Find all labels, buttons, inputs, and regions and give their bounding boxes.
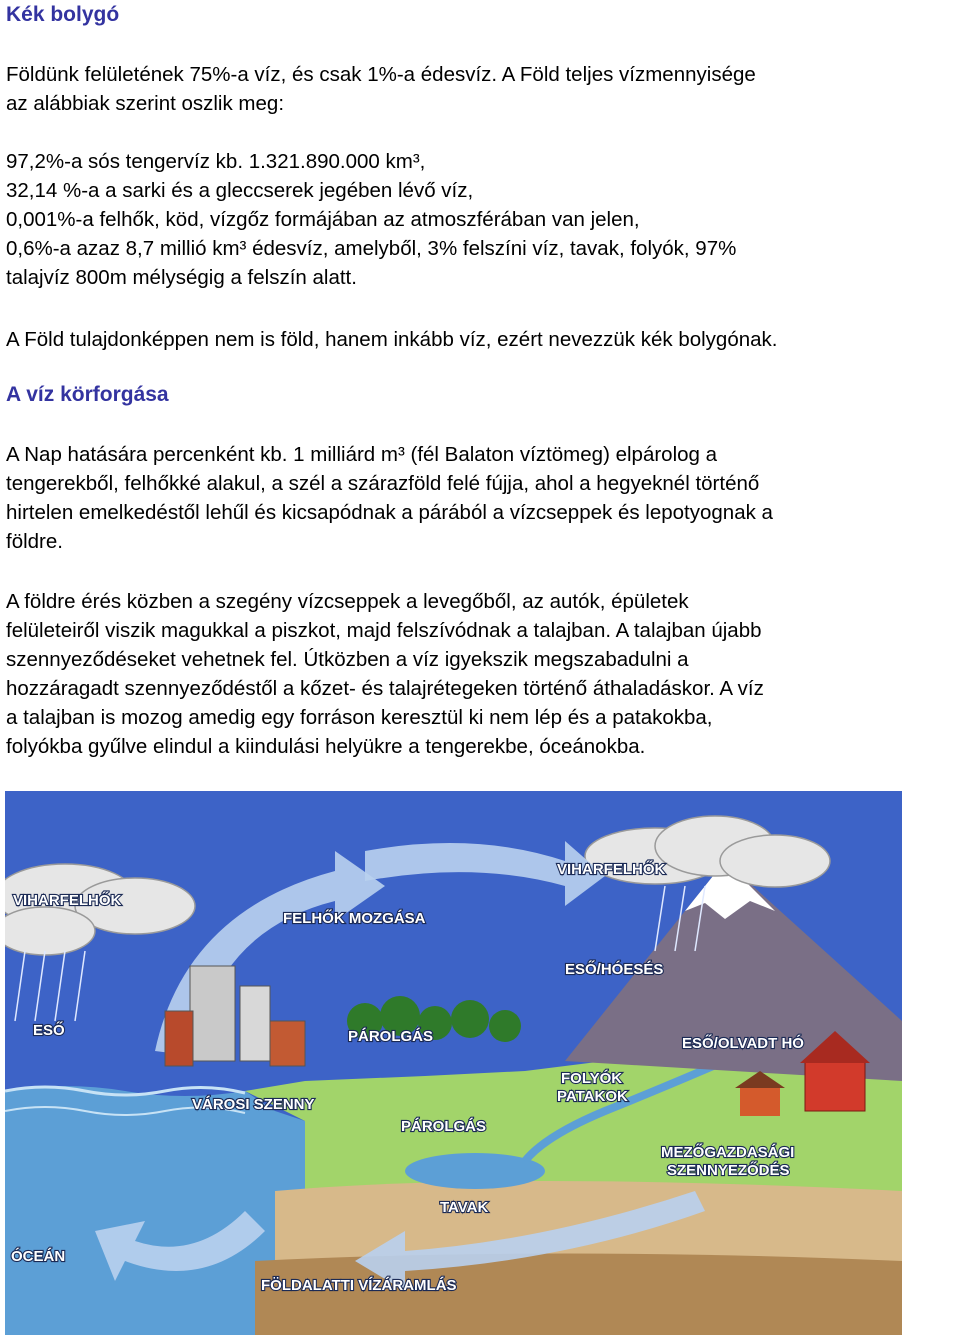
label-melt-snow: ESŐ/OLVADT HÓ	[682, 1035, 804, 1052]
label-lakes: TAVAK	[440, 1199, 489, 1216]
text-line: földre.	[6, 530, 63, 553]
heading-blue-planet: Kék bolygó	[6, 3, 120, 26]
intro-paragraph	[6, 60, 956, 118]
text-line: a talajban is mozog amedig egy forráson keresztül ki nem lép és a patakokba,	[6, 706, 713, 729]
water-cycle-paragraph	[6, 440, 956, 556]
label-agricultural: MEZŐGAZDASÁGI	[661, 1144, 795, 1161]
label-rain-snow: ESŐ/HÓESÉS	[565, 961, 664, 978]
heading-water-cycle: A víz körforgása	[6, 383, 169, 406]
label-evaporation-top: PÁROLGÁS	[348, 1028, 434, 1045]
text-line: felületeiről viszik magukkal a piszkot, majd felszívódnak a talajban. A talajban újabb	[6, 619, 762, 642]
text-line: hozzáragadt szennyeződéstől a kőzet- és talajrétegeken történő áthaladáskor. A víz	[6, 677, 764, 700]
text-line: tengerekből, felhőkké alakul, a szél a szárazföld felé fújja, ahol a hegyeknél történő	[6, 472, 760, 495]
label-storm-clouds-left: VIHARFELHŐK	[13, 892, 122, 909]
text-line: az alábbiak szerint oszlik meg:	[6, 92, 285, 115]
label-urban-pollution: VÁROSI SZENNY	[192, 1096, 315, 1113]
text-line: A Nap hatására percenként kb. 1 milliárd m³ (fél Balaton víztömeg) elpárolog a	[6, 443, 718, 466]
water-distribution-list	[6, 147, 956, 292]
text-line: Földünk felületének 75%-a víz, és csak 1%-a édesvíz. A Föld teljes vízmennyisége	[6, 63, 756, 86]
label-ocean: ÓCEÁN	[11, 1248, 66, 1265]
label-evaporation-mid: PÁROLGÁS	[401, 1118, 487, 1135]
label-groundwater-flow: FÖLDALATTI VÍZÁRAMLÁS	[261, 1277, 457, 1294]
text-line: A Föld tulajdonképpen nem is föld, hanem inkább víz, ezért nevezzük kék bolygónak.	[6, 328, 778, 351]
label-rain: ESŐ	[33, 1022, 65, 1039]
water-cycle-diagram	[5, 791, 902, 1335]
distribution-item: talajvíz 800m mélységig a felszín alatt.	[6, 266, 357, 289]
text-line: folyókba gyűlve elindul a kiindulási helyükre a tengerekbe, óceánokba.	[6, 735, 646, 758]
label-rivers: FOLYÓK	[561, 1070, 623, 1087]
distribution-item: 0,6%-a azaz 8,7 millió km³ édesvíz, amelyből, 3% felszíni víz, tavak, folyók, 97%	[6, 237, 737, 260]
label-streams: PATAKOK	[557, 1088, 628, 1105]
distribution-item: 32,14 %-a a sarki és a gleccserek jegében lévő víz,	[6, 179, 474, 202]
blue-planet-sentence	[6, 325, 956, 354]
text-line: A földre érés közben a szegény vízcseppek a levegőből, az autók, épületek	[6, 590, 689, 613]
text-line: hirtelen emelkedéstől lehűl és kicsapódnak a párából a vízcseppek és lepotyognak a	[6, 501, 773, 524]
distribution-item: 97,2%-a sós tengervíz kb. 1.321.890.000 km³,	[6, 150, 426, 173]
label-storm-clouds-right: VIHARFELHŐK	[557, 861, 666, 878]
label-cloud-motion: FELHŐK MOZGÁSA	[283, 910, 426, 927]
deep-soil-layer	[255, 1254, 902, 1335]
distribution-item: 0,001%-a felhők, köd, vízgőz formájában az atmoszférában van jelen,	[6, 208, 640, 231]
label-pollution: SZENNYEZŐDÉS	[667, 1162, 790, 1179]
pollution-paragraph	[6, 587, 956, 761]
text-line: szennyeződéseket vehetnek fel. Útközben a víz igyekszik megszabadulni a	[6, 648, 689, 671]
